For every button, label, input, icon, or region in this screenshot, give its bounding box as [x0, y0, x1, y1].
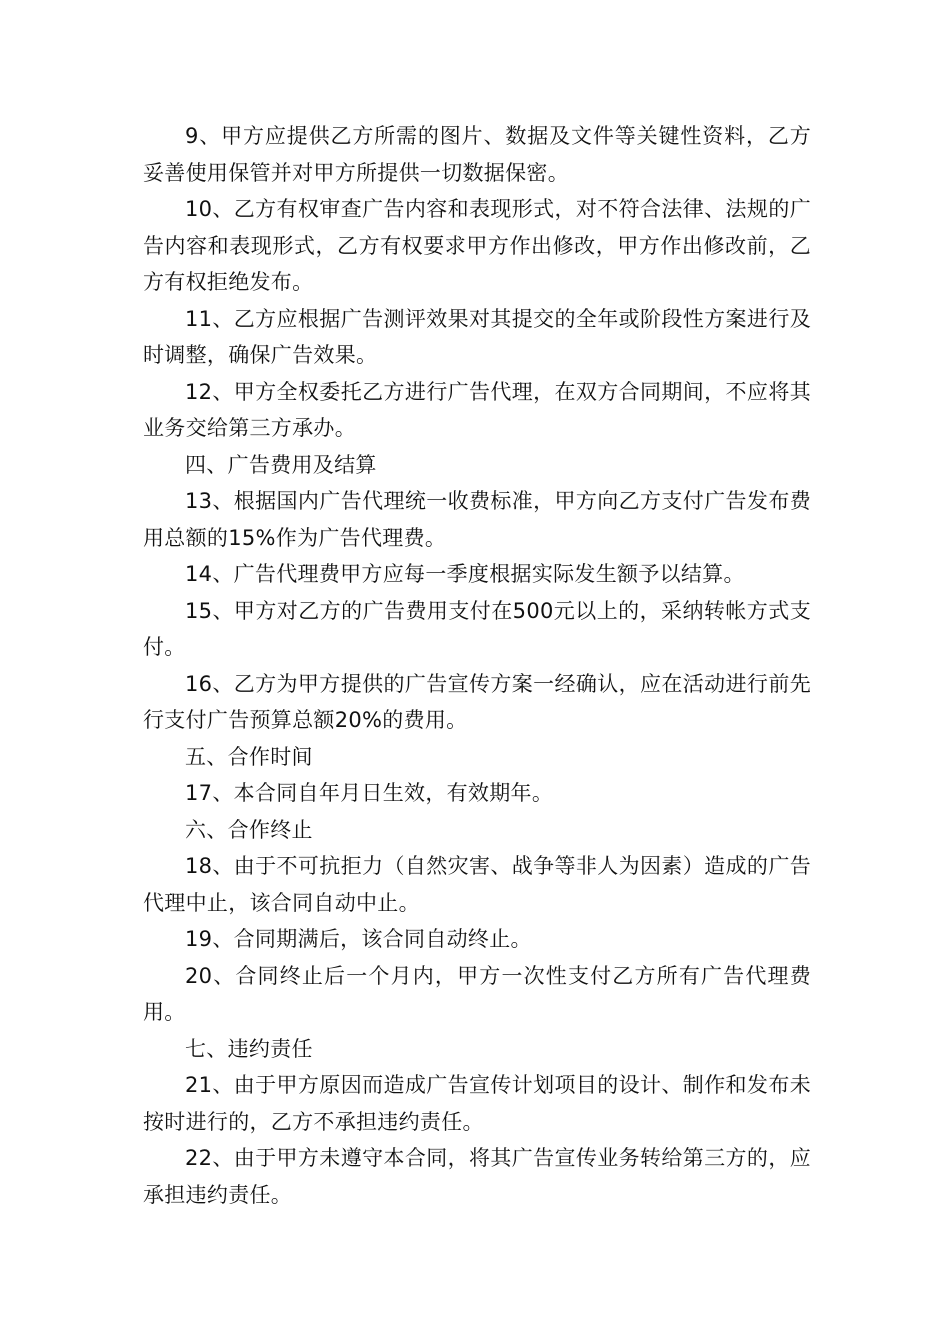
clause-12: 12、甲方全权委托乙方进行广告代理，在双方合同期间，不应将其业务交给第三方承办。	[143, 379, 811, 440]
clause-16: 16、乙方为甲方提供的广告宣传方案一经确认，应在活动进行前先行支付广告预算总额20%的费用。	[143, 671, 811, 732]
section-heading-term: 五、合作时间	[185, 744, 313, 769]
clause-13: 13、根据国内广告代理统一收费标准，甲方向乙方支付广告发布费用总额的15%作为广告代理费。	[143, 489, 811, 550]
section-heading-breach: 七、违约责任	[185, 1036, 313, 1061]
clause-9: 9、甲方应提供乙方所需的图片、数据及文件等关键性资料，乙方妥善使用保管并对甲方所提供一切数据保密。	[143, 124, 811, 185]
clause-22: 22、由于甲方未遵守本合同，将其广告宣传业务转给第三方的，应承担违约责任。	[143, 1146, 811, 1207]
section-heading-termination: 六、合作终止	[185, 817, 313, 842]
clause-19: 19、合同期满后，该合同自动终止。	[185, 927, 532, 951]
clause-14: 14、广告代理费甲方应每一季度根据实际发生额予以结算。	[185, 562, 745, 586]
clause-10: 10、乙方有权审查广告内容和表现形式，对不符合法律、法规的广告内容和表现形式，乙方有权要求甲方作出修改，甲方作出修改前，乙方有权拒绝发布。	[143, 197, 811, 294]
document-body	[143, 118, 811, 1213]
clause-15: 15、甲方对乙方的广告费用支付在500元以上的，采纳转帐方式支付。	[143, 598, 811, 659]
clause-17: 17、本合同自年月日生效，有效期年。	[185, 781, 554, 805]
clause-18: 18、由于不可抗拒力（自然灾害、战争等非人为因素）造成的广告代理中止，该合同自动中止。	[143, 854, 811, 915]
clause-21: 21、由于甲方原因而造成广告宣传计划项目的设计、制作和发布未按时进行的，乙方不承担违约责任。	[143, 1073, 811, 1134]
clause-11: 11、乙方应根据广告测评效果对其提交的全年或阶段性方案进行及时调整，确保广告效果。	[143, 306, 811, 367]
clause-20: 20、合同终止后一个月内，甲方一次性支付乙方所有广告代理费用。	[143, 963, 811, 1024]
section-heading-fees: 四、广告费用及结算	[185, 452, 377, 477]
